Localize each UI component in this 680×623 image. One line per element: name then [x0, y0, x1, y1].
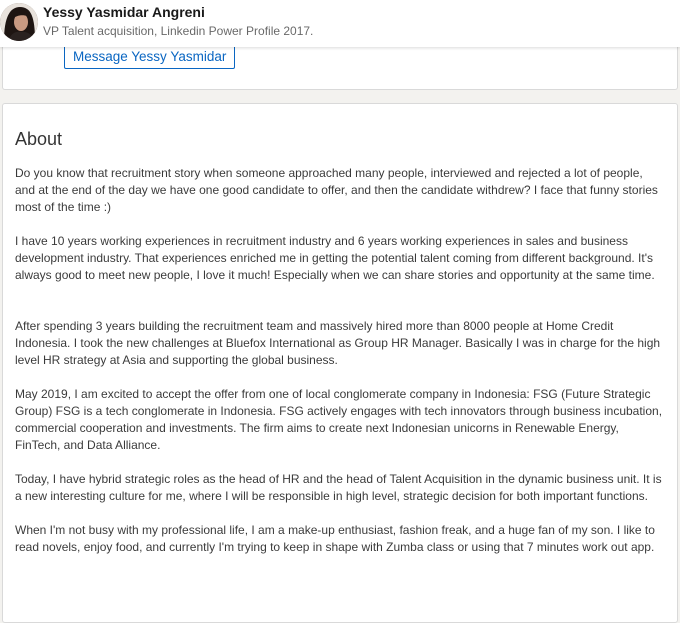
avatar[interactable] — [0, 3, 38, 41]
about-paragraph: When I'm not busy with my professional life, I am a make-up enthusiast, fashion freak, and a huge fan of my son. I like to read novels, enjoy food, and currently I'm trying to keep in shape with Zumba class or using that 7 minutes work out app. — [15, 523, 655, 554]
about-paragraph: After spending 3 years building the recruitment team and massively hired more than 8000 people at Home Credit Indonesia. I took the new challenges at Bluefox International as Group HR Manager. Basically I was in charge for the high level HR strategy at Asia and supporting the global business. — [15, 319, 661, 367]
about-text — [15, 165, 665, 573]
profile-top-card — [2, 40, 678, 90]
about-section — [2, 103, 678, 623]
about-title: About — [15, 129, 63, 149]
about-paragraph: Do you know that recruitment story when someone approached many people, interviewed and rejected a lot of people, and at the end of the day we have one good candidate to offer, and then the candidate withdrew? I face that funny stories most of the time :) — [15, 166, 658, 214]
message-button[interactable]: Message Yessy Yasmidar — [64, 45, 235, 69]
about-paragraph: I have 10 years working experiences in recruitment industry and 6 years working experiences in sales and business development industry. That experiences enriched me in getting the potential talent coming from different background. It's always good to meet new people, I love it much! Especially when we can share stories and opportunity at the same time. — [15, 234, 655, 282]
profile-photo-icon — [0, 3, 38, 41]
sticky-profile-header — [0, 0, 680, 47]
about-paragraph: Today, I have hybrid strategic roles as the head of HR and the head of Talent Acquisition in the dynamic business unit. It is a new interesting culture for me, where I will be responsible in high level, strategic decision for both important functions. — [15, 472, 662, 503]
about-paragraph: May 2019, I am excited to accept the offer from one of local conglomerate company in Indonesia: FSG (Future Strategic Group) FSG is a tech conglomerate in Indonesia. FSG actively engages with tech innovators through business incubation, commercial cooperation and investments. The firm aims to create next Indonesian unicorns in Renewable Energy, FinTech, and Data Alliance. — [15, 387, 663, 452]
profile-name[interactable]: Yessy Yasmidar Angreni — [43, 4, 205, 20]
profile-headline: VP Talent acquisition, Linkedin Power Profile 2017. — [43, 24, 314, 38]
